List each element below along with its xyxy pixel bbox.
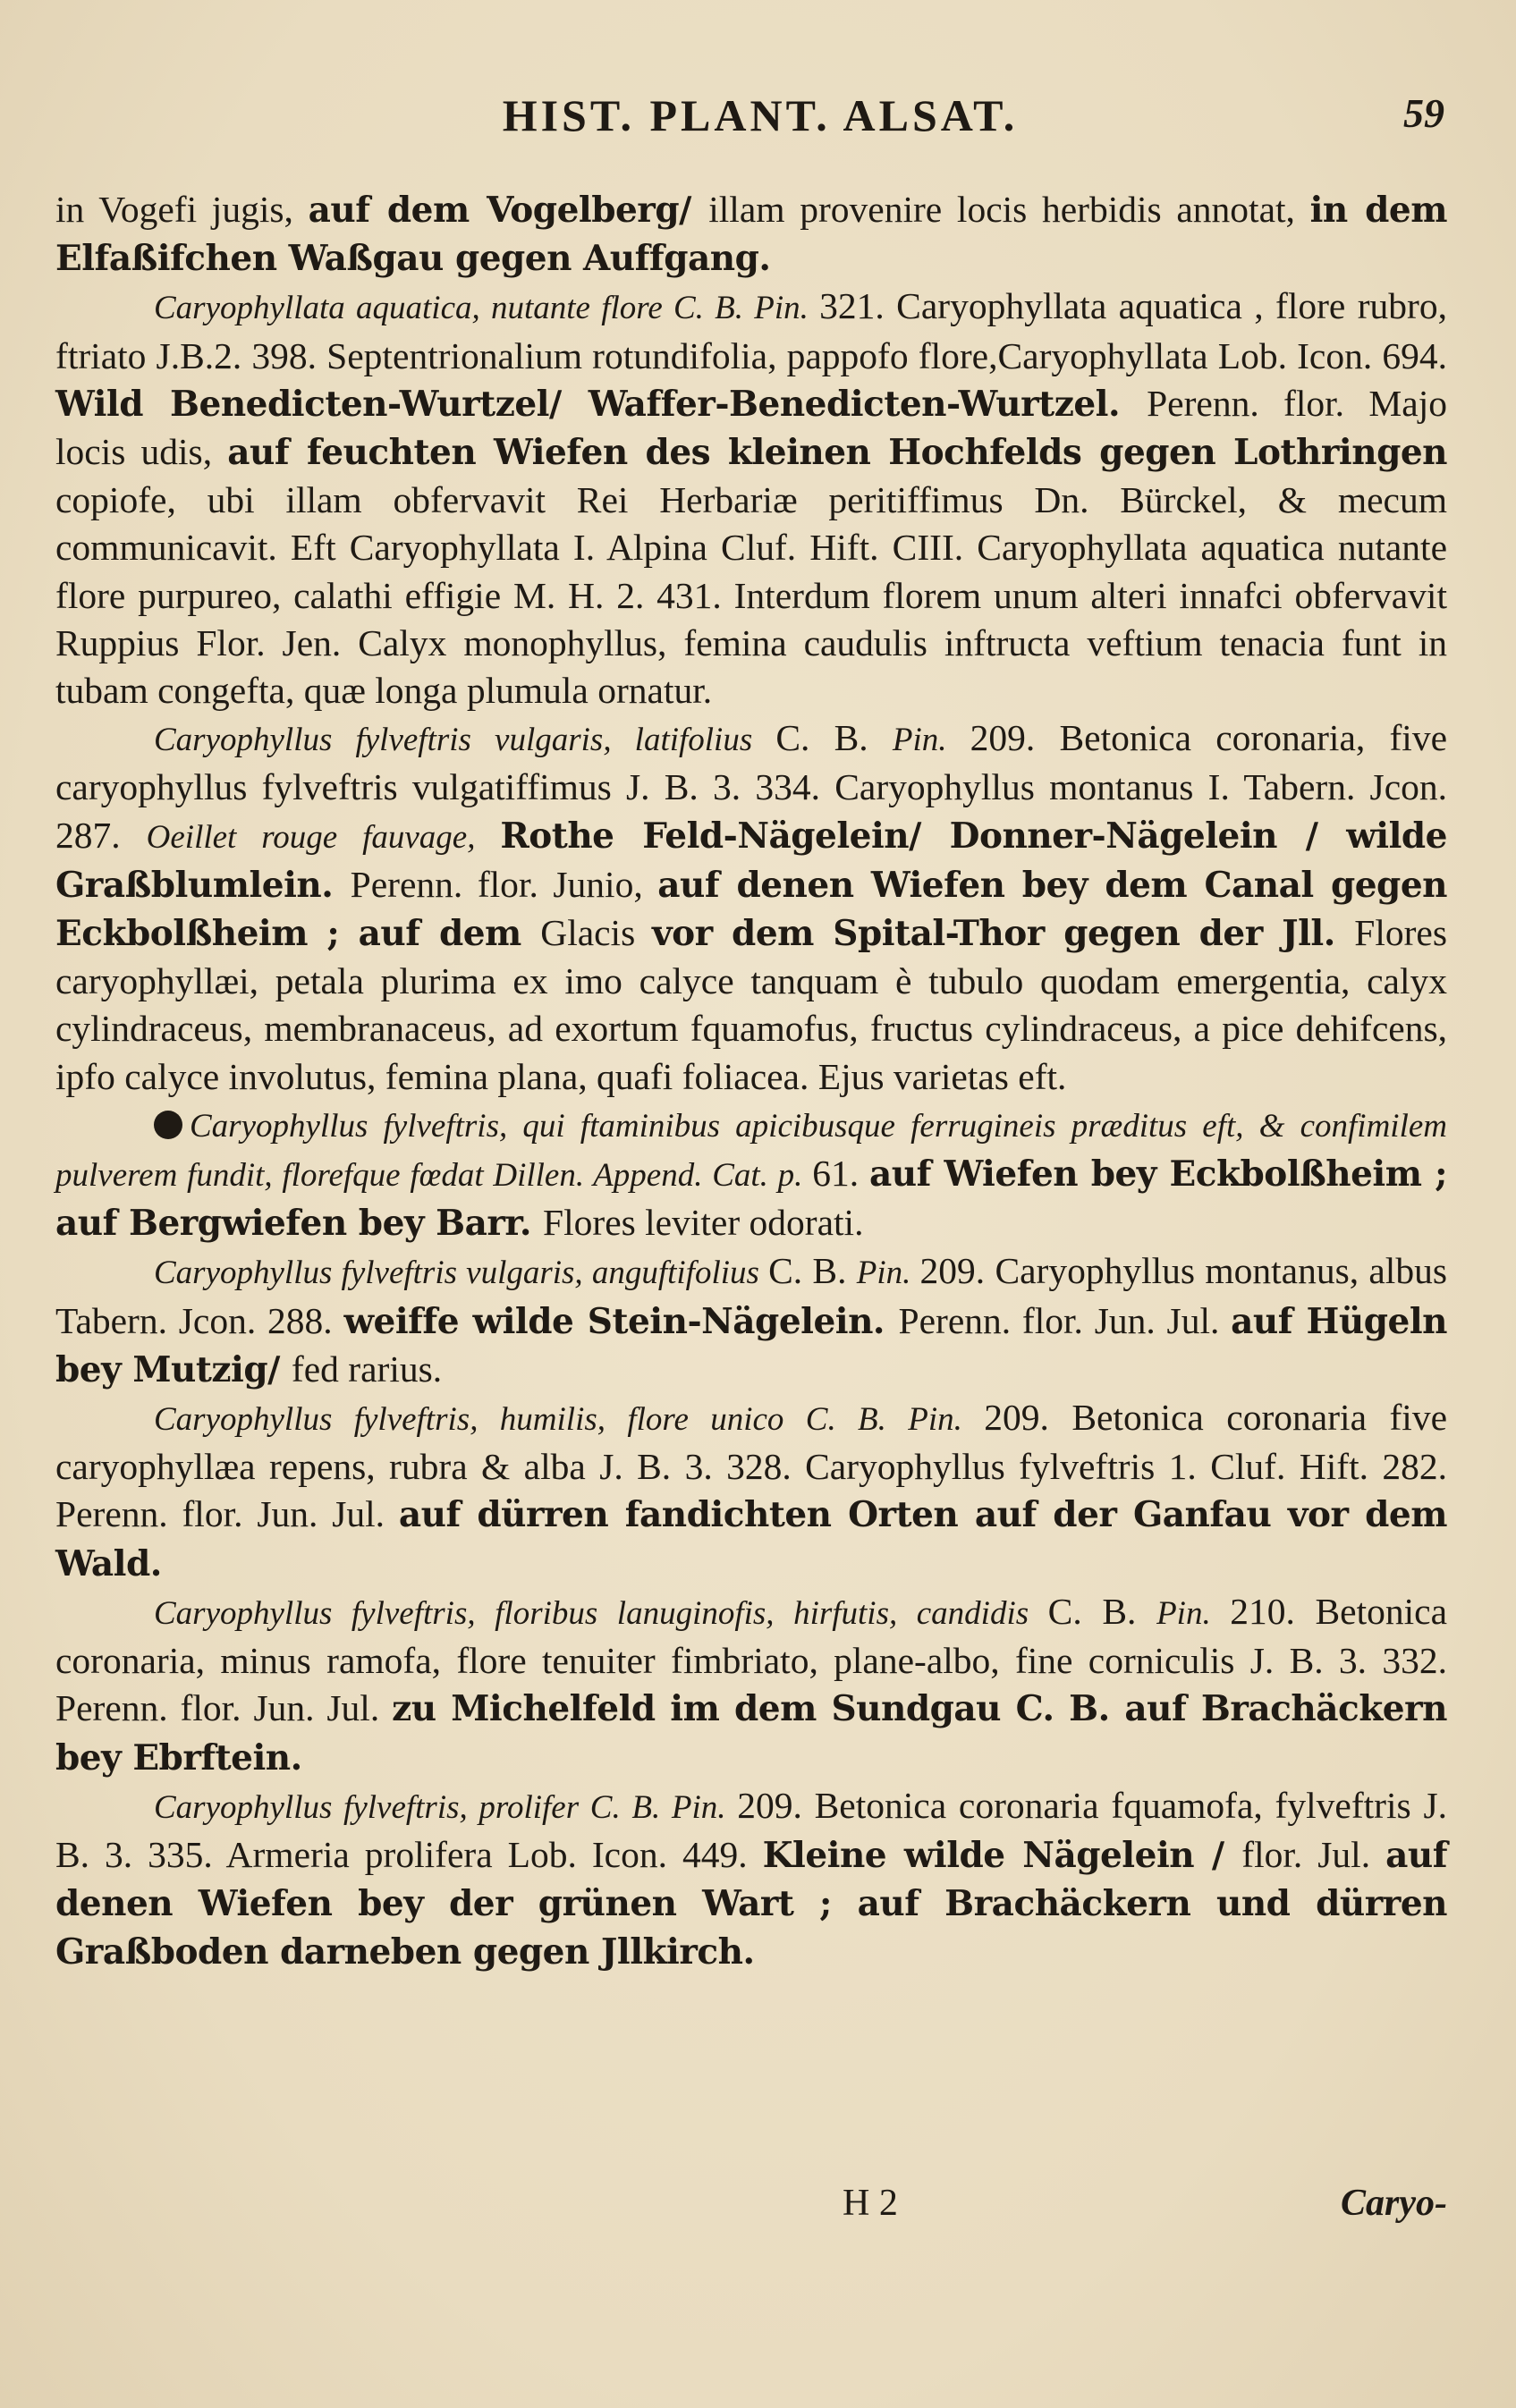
- page-header: [54, 89, 1462, 152]
- latin-text: Perenn. flor. Jun. Jul.: [898, 1299, 1232, 1341]
- bullet-icon: [154, 1111, 182, 1139]
- latin-text: C. B.: [775, 717, 893, 759]
- german-text: zu Michelfeld im dem Sundgau C. B. auf Brachäckern bey Ebrftein.: [55, 1688, 1447, 1779]
- paragraph-caryophyllus-ferrugineis: [55, 1101, 1447, 1248]
- german-text: Rothe Feld-Nägelein/ Donner-Nägelein / wilde Graßblumlein.: [55, 815, 1447, 906]
- latin-text: Flores leviter odorati.: [543, 1202, 864, 1244]
- german-text: vor dem Spital-Thor gegen der Jll.: [651, 913, 1355, 955]
- body-text: [55, 186, 1447, 1977]
- latin-text: C. B.: [1047, 1590, 1157, 1632]
- german-text: auf Hügeln bey Mutzig/: [55, 1300, 1447, 1390]
- latin-text: 209. Betonica coronaria fquamofa, fylveftris J. B. 3. 335. Armeria prolifera Lob. Icon. 449.: [55, 1784, 1447, 1875]
- latin-text: Glacis: [540, 912, 652, 954]
- italic-latin-text: Oeillet rouge fauvage,: [146, 818, 501, 856]
- german-text: auf denen Wiefen bey der grünen Wart ; auf Brachäckern und dürren Graßboden darneben gegen Jllkirch.: [55, 1834, 1447, 1973]
- latin-text: illam provenire locis herbidis annotat,: [708, 189, 1310, 230]
- german-text: Kleine wilde Nägelein /: [762, 1834, 1242, 1876]
- german-text: weiffe wilde Stein-Nägelein.: [343, 1300, 899, 1342]
- italic-latin-text: Caryophyllus fylveftris, floribus lanuginofis, hirfutis, candidis: [154, 1594, 1048, 1632]
- german-text: in dem Elfaßifchen Waßgau gegen Auffgang.: [55, 190, 1447, 280]
- german-text: auf dem Vogelberg/: [308, 190, 709, 231]
- latin-text: fed rarius.: [291, 1348, 443, 1390]
- latin-text: 210. Betonica coronaria, minus ramofa, flore tenuiter fimbriato, plane-albo, fine corniculis J. B. 3. 332. Perenn. flor. Jun. Jul.: [55, 1590, 1447, 1729]
- latin-text: flor. Jul.: [1241, 1833, 1386, 1875]
- signature-mark: H 2: [843, 2183, 898, 2224]
- paragraph-caryophyllus-lanuginosis: [55, 1588, 1447, 1782]
- paragraph-1: [55, 186, 1447, 283]
- latin-text: Perenn. flor. Majo locis udis,: [55, 382, 1447, 473]
- page-footer: [55, 2182, 1447, 2235]
- paragraph-caryophyllata-aquatica: [55, 283, 1447, 714]
- latin-text: 209. Caryophyllus montanus, albus Tabern. Jcon. 288.: [55, 1250, 1447, 1341]
- german-text: auf feuchten Wiefen des kleinen Hochfelds gegen Lothringen: [227, 432, 1448, 474]
- italic-latin-text: Caryophyllus fylveftris, prolifer C. B. Pin.: [154, 1788, 738, 1826]
- italic-latin-text: Caryophyllus fylveftris vulgaris, anguftifolius: [154, 1255, 769, 1292]
- latin-text: 61.: [812, 1153, 869, 1195]
- running-title: HIST. PLANT. ALSAT.: [502, 90, 1019, 140]
- paragraph-caryophyllus-angustifolius: [55, 1247, 1447, 1394]
- latin-text: 209. Betonica coronaria five caryophyllæa repens, rubra & alba J. B. 3. 328. Caryophyllus fylveftris 1. Cluf. Hift. 282. Perenn. flor. Jun. Jul.: [55, 1397, 1447, 1535]
- page-number: 59: [1403, 90, 1444, 136]
- paragraph-caryophyllus-latifolius: [55, 714, 1447, 1101]
- german-text: auf denen Wiefen bey dem Canal gegen Eckbolßheim ; auf dem: [55, 864, 1447, 955]
- italic-latin-text: Caryophyllus fylveftris, qui ftaminibus apicibusque ferrugineis præditus eft, & confimilem pulverem fundit, florefque fœdat Dillen. Append. Cat. p.: [55, 1107, 1447, 1195]
- german-text: Wild Benedicten-Wurtzel/ Waffer-Benedicten-Wurtzel.: [55, 383, 1148, 425]
- latin-text: 321. Caryophyllata aquatica , flore rubro, ftriato J.B.2. 398. Septentrionalium rotundifolia, pappofo flore,Caryophyllata Lob. Icon. 694.: [55, 285, 1447, 376]
- paragraph-caryophyllus-prolifer: [55, 1782, 1447, 1977]
- paragraph-caryophyllus-humilis: [55, 1394, 1447, 1588]
- italic-latin-text: Pin.: [1156, 1594, 1231, 1632]
- german-text: auf Wiefen bey Eckbolßheim ; auf Bergwiefen bey Barr.: [55, 1153, 1447, 1245]
- italic-latin-text: Caryophyllata aquatica, nutante flore C. B. Pin.: [154, 290, 820, 327]
- latin-text: 209. Betonica coronaria, five caryophyllus fylveftris vulgatiffimus J. B. 3. 334. Caryophyllus montanus I. Tabern. Jcon. 287.: [55, 717, 1447, 856]
- latin-text: Perenn. flor. Junio,: [350, 863, 658, 905]
- italic-latin-text: Pin.: [856, 1255, 920, 1292]
- german-text: auf dürren fandichten Orten auf der Ganfau vor dem Wald.: [55, 1494, 1447, 1584]
- latin-text: C. B.: [768, 1250, 857, 1292]
- latin-text: Flores caryophyllæi, petala plurima ex imo calyce tanquam è tubulo quodam emergentia, calyx cylindraceus, membranaceus, ad exortum fquamofus, fructus cylindraceus, a pice dehifcens, ipfo calyce involutus, femina plana, quafi foliacea. Ejus varietas eft.: [55, 912, 1447, 1097]
- italic-latin-text: Caryophyllus fylveftris, humilis, flore unico C. B. Pin.: [154, 1401, 985, 1439]
- latin-text: copiofe, ubi illam obfervavit Rei Herbariæ peritiffimus Dn. Bürckel, & mecum communicavit. Eft Caryophyllata I. Alpina Cluf. Hift. CIII. Caryophyllata aquatica nutante flore purpureo, calathi effigie M. H. 2. 431. Interdum florem unum alteri innafci obfervavit Ruppius Flor. Jen. Calyx monophyllus, femina caudulis inftructa veftium tenacia funt in tubam congefta, quæ longa plumula ornatur.: [55, 479, 1447, 712]
- latin-text: in Vogefi jugis,: [55, 189, 309, 230]
- catchword: Caryo-: [1341, 2183, 1447, 2224]
- italic-latin-text: Pin.: [892, 722, 970, 759]
- italic-latin-text: Caryophyllus fylveftris vulgaris, latifolius: [154, 722, 776, 759]
